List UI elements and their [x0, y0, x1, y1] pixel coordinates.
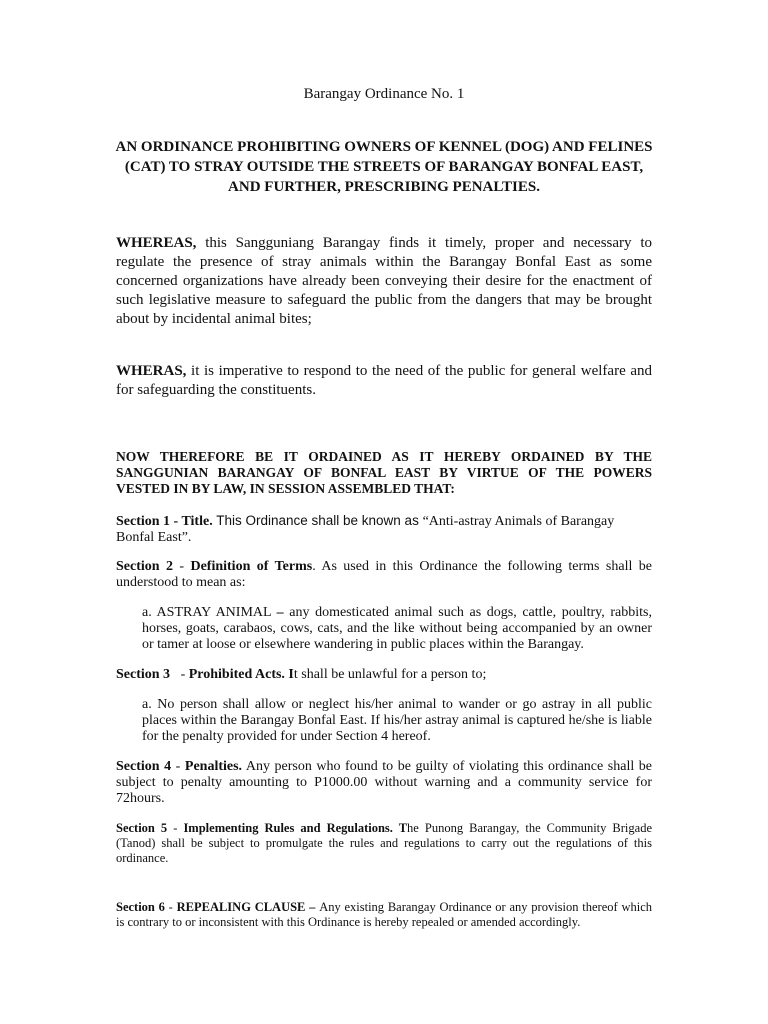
- section-5: Section 5 - Implementing Rules and Regulations. The Punong Barangay, the Community Brigade (Tanod) shall be subject to promulgate the rules and regulations to carry out the regulations of this ordinance.: [116, 821, 653, 865]
- section-3-heading: Prohibited Acts. I: [188, 667, 294, 682]
- section-4-heading: Penalties.: [184, 759, 243, 774]
- section-2-item-a: a. ASTRAY ANIMAL – any domesticated animal such as dogs, cattle, poultry, rabbits, horses, goats, carabaos, cows, cats, and the like without being accompanied by an owner or tamer at loose or elsewhere wandering in public places within the Barangay.: [142, 605, 652, 652]
- section-1-text: This Ordinance shall be known as: [212, 513, 423, 528]
- section-4: Section 4 - Penalties. Any person who found to be guilty of violating this ordinance shall be subject to penalty amounting to P1000.00 without warning and a community service for 72hours.: [116, 759, 652, 806]
- section-3: Section 3 - Prohibited Acts. It shall be unlawful for a person to;: [116, 667, 487, 682]
- section-6: Section 6 - REPEALING CLAUSE – Any existing Barangay Ordinance or any provision thereof which is contrary to or inconsistent with this Ordinance is hereby repealed or amended accordingly.: [116, 900, 652, 929]
- section-6-heading: REPEALING CLAUSE –: [176, 900, 320, 914]
- section-2-lead: Section 2: [116, 559, 173, 574]
- ordinance-title: AN ORDINANCE PROHIBITING OWNERS OF KENNEL (DOG) AND FELINES (CAT) TO STRAY OUTSIDE THE STREETS OF BARANGAY BONFAL EAST, AND FURTHER, PRESCRIBING PENALTIES.: [115, 139, 653, 195]
- section-6-lead: Section 6: [116, 900, 165, 914]
- ordinance-number: Barangay Ordinance No. 1: [303, 86, 465, 102]
- whereas-2-text: it is imperative to respond to the need of the public for general welfare and for safeguarding the constituents.: [116, 363, 652, 398]
- whereas-2-lead: WHERAS,: [116, 363, 187, 379]
- whereas-1-lead: WHEREAS,: [116, 235, 197, 251]
- section-2-heading: Definition of Terms: [190, 559, 313, 574]
- section-2: Section 2 - Definition of Terms. As used in this Ordinance the following terms shall be understood to mean as:: [116, 559, 652, 590]
- section-4-lead: Section 4: [116, 759, 172, 774]
- whereas-clause-2: [116, 362, 652, 400]
- section-6-text: Any existing Barangay Ordinance or any provision thereof which is contrary to or inconsistent with this Ordinance is hereby repealed or amended accordingly.: [116, 900, 652, 929]
- section-3-lead: Section 3: [116, 667, 171, 682]
- section-3-item-a: a. No person shall allow or neglect his/her animal to wander or go astray in all public places within the Barangay Bonfal East. If his/her astray animal is captured he/she is liable for the penalty provided for under Section 4 hereof.: [142, 697, 652, 744]
- section-2-text: . As used in this Ordinance the following terms shall be understood to mean as:: [116, 559, 652, 590]
- whereas-1-text: this Sangguniang Barangay finds it timely, proper and necessary to regulate the presence of stray animals within the Barangay Bonfal East as some concerned organizations have already been conveying their desire for the enactment of such legislative measure to safeguard the public from the dangers that may be brought about by incidental animal bites;: [116, 235, 652, 327]
- whereas-clause-1: [116, 234, 652, 329]
- section-1-name: “Anti-astray Animals of Barangay Bonfal East”.: [116, 514, 615, 545]
- section-5-text: he Punong Barangay, the Community Brigade (Tanod) shall be subject to promulgate the rules and regulations to carry out the regulations of this ordinance.: [116, 821, 653, 865]
- ordaining-clause: NOW THEREFORE BE IT ORDAINED AS IT HEREBY ORDAINED BY THE SANGGUNIAN BARANGAY OF BONFAL EAST BY VIRTUE OF THE POWERS VESTED IN BY LAW, IN SESSION ASSEMBLED THAT:: [116, 449, 652, 496]
- section-5-heading: Implementing Rules and Regulations. T: [183, 821, 408, 835]
- section-1: [116, 513, 652, 546]
- section-5-lead: Section 5: [116, 821, 168, 835]
- section-3-text: t shall be unlawful for a person to;: [293, 667, 487, 682]
- section-4-text: Any person who found to be guilty of violating this ordinance shall be subject to penalty amounting to P1000.00 without warning and a community service for 72hours.: [116, 759, 652, 806]
- section-1-lead: Section 1 - Title.: [116, 514, 213, 529]
